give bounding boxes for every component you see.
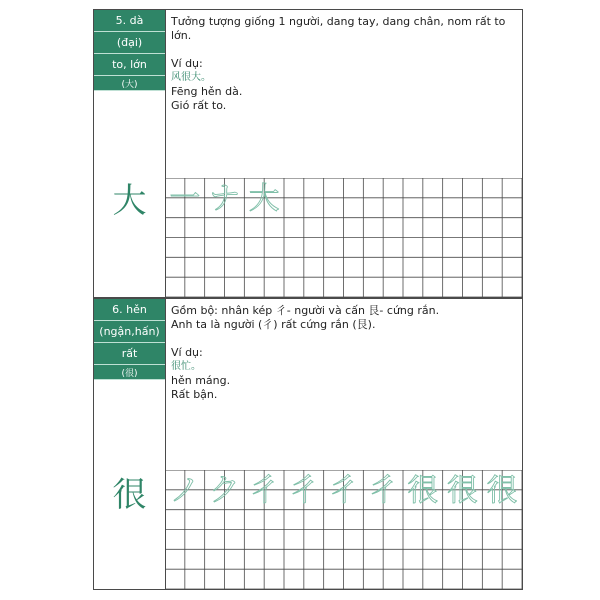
example-chinese: 风很大。 (171, 72, 211, 83)
stroke-order-guide: 很 (486, 472, 518, 509)
example-translation: Rất bận. (171, 388, 218, 401)
stroke-order-guide: 很 (407, 472, 439, 509)
practice-grid-svg (165, 178, 522, 297)
entry-description-2: Anh ta là người (彳) rất cứng rắn (艮). (171, 318, 376, 331)
entry-description-1: Gồm bộ: nhân kép 彳- người và cấn 艮- cứng rắn. (171, 304, 440, 317)
stroke-order-guide: 彳 (328, 472, 359, 509)
entry-content (171, 15, 516, 113)
stroke-order-guide: 一 (169, 180, 201, 217)
entry-number: 5. dà (94, 10, 165, 32)
example-pinyin: hěn máng. (171, 374, 231, 387)
stroke-order-guide: 彳 (288, 472, 320, 509)
example-label: Ví dụ: (171, 346, 203, 359)
entry-sidebar (94, 299, 166, 589)
stroke-order-guide: 大 (248, 180, 280, 217)
entry-hanzi: 很 (112, 475, 147, 515)
example-translation: Gió rất to. (171, 99, 227, 112)
stroke-order-guide: ク (209, 472, 240, 509)
entry-reading: (ngận,hấn) (94, 321, 165, 343)
example-label: Ví dụ: (171, 57, 203, 70)
stroke-order-guide: ナ (209, 180, 240, 217)
stroke-order-guide: 彳 (367, 472, 399, 509)
practice-grid (165, 178, 522, 297)
entry-hanzi-paren: (大) (94, 76, 165, 91)
entry-hanzi: 大 (112, 181, 147, 221)
stroke-order-guide: 彳 (248, 472, 280, 509)
entry-da (93, 9, 523, 298)
entry-content (171, 304, 516, 402)
stroke-order-guide: 很 (447, 472, 478, 509)
entry-description: Tưởng tượng giống 1 người, dang tay, dang chân, nom rất to lớn. (171, 15, 506, 42)
practice-grid-svg (165, 470, 522, 589)
example-chinese: 很忙。 (171, 361, 201, 372)
example-pinyin: Fēng hěn dà. (171, 85, 243, 98)
entry-sidebar (94, 10, 166, 297)
entry-hen (93, 298, 523, 590)
entry-number: 6. hěn (94, 299, 165, 321)
entry-hanzi-paren: (很) (94, 365, 165, 380)
entry-meaning: to, lớn (94, 54, 165, 76)
entry-reading: (đại) (94, 32, 165, 54)
entry-meaning: rất (94, 343, 165, 365)
stroke-order-guide: ノ (169, 472, 201, 509)
practice-grid (165, 470, 522, 589)
